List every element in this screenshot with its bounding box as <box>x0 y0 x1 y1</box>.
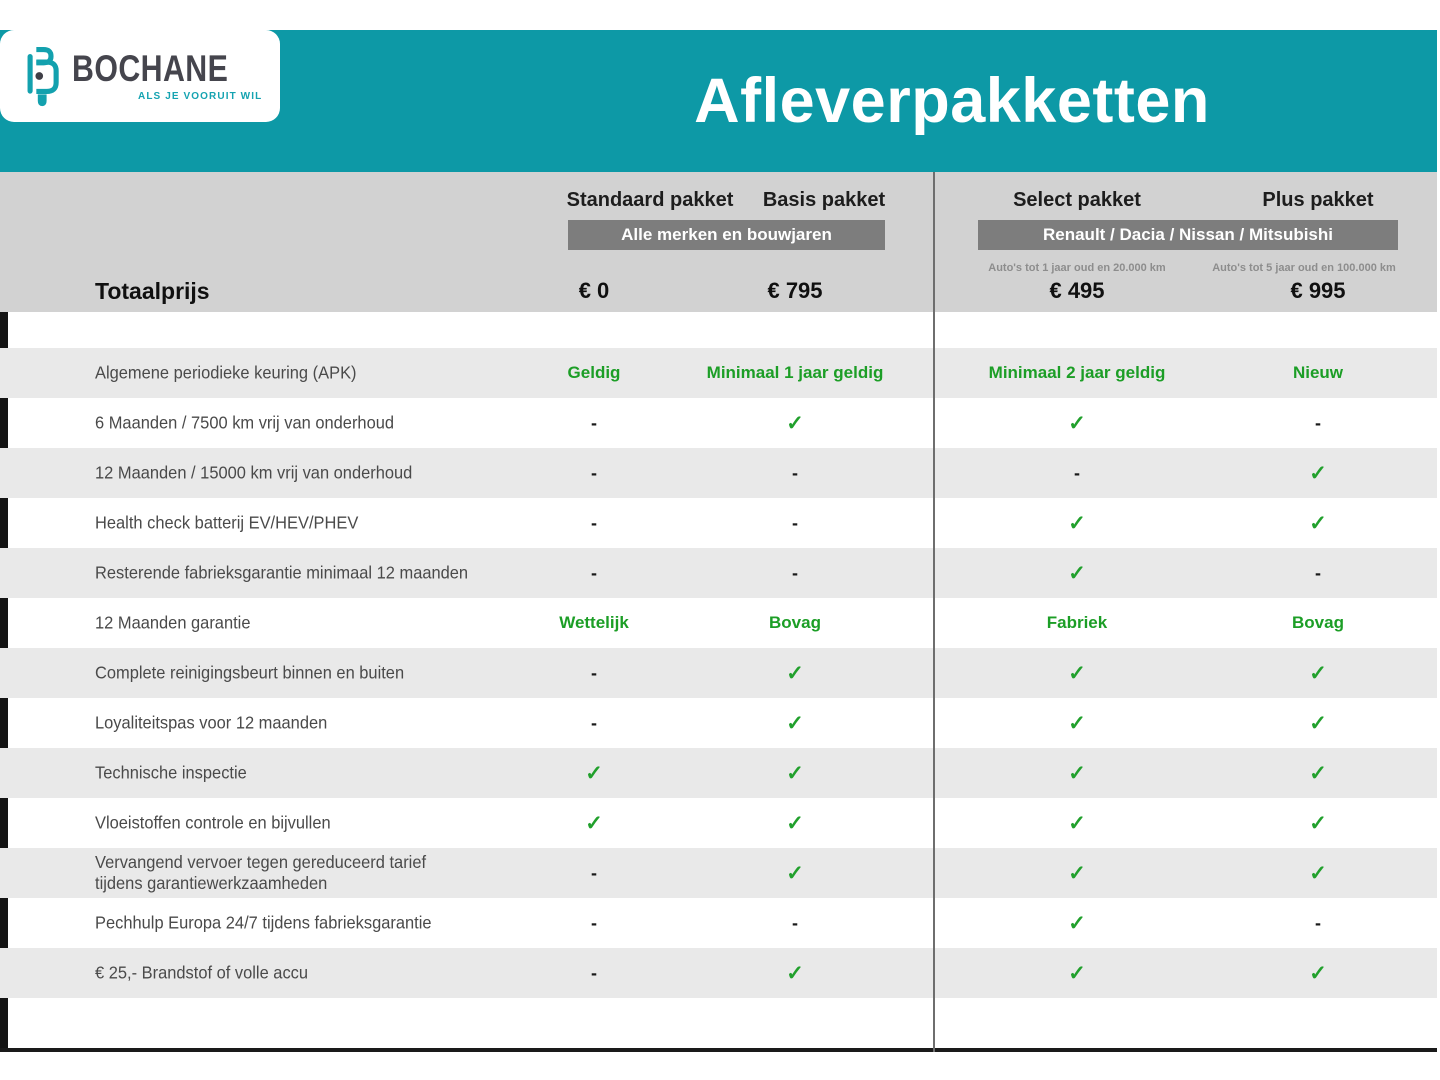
check-icon: ✓ <box>1068 411 1086 435</box>
check-icon: ✓ <box>1068 911 1086 935</box>
note-plus: Auto's tot 5 jaar oud en 100.000 km <box>1212 262 1396 274</box>
cell-basis <box>665 548 925 598</box>
dash-icon: - <box>792 463 798 483</box>
cell-plus <box>1188 798 1440 848</box>
cell-basis <box>665 748 925 798</box>
table-row <box>0 398 1437 448</box>
cell-select <box>947 848 1207 898</box>
check-icon: ✓ <box>585 811 603 835</box>
check-icon: ✓ <box>1068 661 1086 685</box>
cell-select <box>947 598 1207 648</box>
dash-icon: - <box>591 663 597 683</box>
cell-plus <box>1188 748 1440 798</box>
cell-select <box>947 648 1207 698</box>
check-icon: ✓ <box>1068 861 1086 885</box>
cell-plus <box>1188 948 1440 998</box>
cell-basis <box>665 648 925 698</box>
check-icon: ✓ <box>1068 561 1086 585</box>
cell-plus <box>1188 648 1440 698</box>
table-row <box>0 648 1437 698</box>
price-select: € 495 <box>1049 278 1105 303</box>
table-row <box>0 598 1437 648</box>
brand-name: BOCHANE <box>71 48 228 89</box>
cell-basis <box>665 848 925 898</box>
row-label: € 25,- Brandstof of volle accu <box>95 962 309 983</box>
dash-icon: - <box>591 463 597 483</box>
cell-value-text: Minimaal 2 jaar geldig <box>988 363 1166 382</box>
cell-select <box>947 548 1207 598</box>
cell-plus <box>1188 348 1440 398</box>
check-icon: ✓ <box>1309 811 1327 835</box>
cell-value-text: Fabriek <box>1046 613 1108 632</box>
check-icon: ✓ <box>786 811 804 835</box>
cell-plus <box>1188 448 1440 498</box>
table-bottom-border <box>0 1048 1437 1052</box>
cell-plus <box>1188 398 1440 448</box>
cell-basis <box>665 448 925 498</box>
cell-select <box>947 898 1207 948</box>
cell-basis <box>665 898 925 948</box>
cell-select <box>947 448 1207 498</box>
cell-select <box>947 398 1207 448</box>
check-icon: ✓ <box>1309 511 1327 535</box>
cell-basis <box>665 698 925 748</box>
column-divider <box>933 172 935 1052</box>
check-icon: ✓ <box>1309 711 1327 735</box>
table-row <box>0 798 1437 848</box>
totaalprijs-label: Totaalprijs <box>95 278 210 304</box>
cell-value-text: Geldig <box>567 363 621 382</box>
cell-select <box>947 498 1207 548</box>
row-label: Loyaliteitspas voor 12 maanden <box>95 712 328 733</box>
row-label: Resterende fabrieksgarantie minimaal 12 maanden <box>95 562 469 583</box>
dash-icon: - <box>591 713 597 733</box>
check-icon: ✓ <box>1068 711 1086 735</box>
cell-value-text: Wettelijk <box>559 613 629 632</box>
check-icon: ✓ <box>786 961 804 985</box>
check-icon: ✓ <box>1068 961 1086 985</box>
row-label: Algemene periodieke keuring (APK) <box>95 362 357 383</box>
cell-select <box>947 948 1207 998</box>
check-icon: ✓ <box>1309 961 1327 985</box>
dash-icon: - <box>792 563 798 583</box>
dash-icon: - <box>591 413 597 433</box>
dash-icon: - <box>1074 463 1080 483</box>
footer-row <box>0 998 1437 1048</box>
bochane-car-icon <box>18 39 62 113</box>
table-row <box>0 898 1437 948</box>
dash-icon: - <box>591 963 597 983</box>
check-icon: ✓ <box>786 661 804 685</box>
row-label: 12 Maanden / 15000 km vrij van onderhoud <box>95 462 413 483</box>
dash-icon: - <box>792 913 798 933</box>
cell-basis <box>665 798 925 848</box>
cell-select <box>947 348 1207 398</box>
badge-renault-group: Renault / Dacia / Nissan / Mitsubishi <box>978 220 1398 250</box>
package-name-basis: Basis pakket <box>762 189 886 211</box>
brand-wordmark <box>72 50 263 102</box>
row-label: Health check batterij EV/HEV/PHEV <box>95 512 359 533</box>
check-icon: ✓ <box>1309 661 1327 685</box>
table-row <box>0 498 1437 548</box>
cell-select <box>947 798 1207 848</box>
row-label: Vervangend vervoer tegen gereduceerd tarief tijdens garantiewerkzaamheden <box>95 852 427 893</box>
cell-value-text: Bovag <box>1292 613 1344 632</box>
row-label: 6 Maanden / 7500 km vrij van onderhoud <box>95 412 395 433</box>
table-row <box>0 698 1437 748</box>
table-row <box>0 948 1437 998</box>
dash-icon: - <box>1315 913 1321 933</box>
cell-plus <box>1188 548 1440 598</box>
check-icon: ✓ <box>786 711 804 735</box>
brand-tagline: ALS JE VOORUIT WIL <box>138 91 263 102</box>
row-label: 12 Maanden garantie <box>95 612 251 633</box>
dash-icon: - <box>1315 563 1321 583</box>
cell-plus <box>1188 598 1440 648</box>
comparison-table-body <box>0 348 1437 998</box>
dash-icon: - <box>591 863 597 883</box>
dash-icon: - <box>1315 413 1321 433</box>
check-icon: ✓ <box>786 761 804 785</box>
package-name-plus: Plus pakket <box>1262 189 1374 211</box>
dash-icon: - <box>792 513 798 533</box>
table-header <box>0 172 1437 312</box>
page-title: Afleverpakketten <box>694 66 1210 136</box>
check-icon: ✓ <box>1309 461 1327 485</box>
cell-select <box>947 698 1207 748</box>
cell-basis <box>665 348 925 398</box>
package-name-select: Select pakket <box>1013 189 1141 211</box>
cell-basis <box>665 948 925 998</box>
check-icon: ✓ <box>1309 761 1327 785</box>
table-row <box>0 548 1437 598</box>
cell-value-text: Bovag <box>769 613 821 632</box>
price-plus: € 995 <box>1290 278 1346 303</box>
row-label: Complete reinigingsbeurt binnen en buiten <box>95 662 405 683</box>
table-row <box>0 748 1437 798</box>
dash-icon: - <box>591 913 597 933</box>
cell-value-text: Nieuw <box>1292 363 1344 382</box>
cell-plus <box>1188 498 1440 548</box>
note-select: Auto's tot 1 jaar oud en 20.000 km <box>988 262 1166 274</box>
cell-plus <box>1188 848 1440 898</box>
check-icon: ✓ <box>786 861 804 885</box>
cell-plus <box>1188 898 1440 948</box>
brand-logo <box>0 30 280 122</box>
row-label: Technische inspectie <box>95 762 247 783</box>
table-row <box>0 348 1437 398</box>
badge-all-brands: Alle merken en bouwjaren <box>568 220 885 250</box>
table-row <box>0 448 1437 498</box>
price-standaard: € 0 <box>578 278 610 303</box>
cell-value-text: Minimaal 1 jaar geldig <box>706 363 884 382</box>
check-icon: ✓ <box>1068 811 1086 835</box>
cell-plus <box>1188 698 1440 748</box>
price-basis: € 795 <box>767 278 823 303</box>
spacer-row <box>0 312 1437 348</box>
row-label: Pechhulp Europa 24/7 tijdens fabrieksgarantie <box>95 912 432 933</box>
check-icon: ✓ <box>585 761 603 785</box>
check-icon: ✓ <box>1309 861 1327 885</box>
check-icon: ✓ <box>1068 511 1086 535</box>
dash-icon: - <box>591 513 597 533</box>
dash-icon: - <box>591 563 597 583</box>
cell-select <box>947 748 1207 798</box>
package-name-standaard: Standaard pakket <box>566 189 734 211</box>
check-icon: ✓ <box>1068 761 1086 785</box>
row-label: Vloeistoffen controle en bijvullen <box>95 812 331 833</box>
table-row <box>0 848 1437 898</box>
cell-basis <box>665 598 925 648</box>
cell-basis <box>665 398 925 448</box>
cell-basis <box>665 498 925 548</box>
check-icon: ✓ <box>786 411 804 435</box>
